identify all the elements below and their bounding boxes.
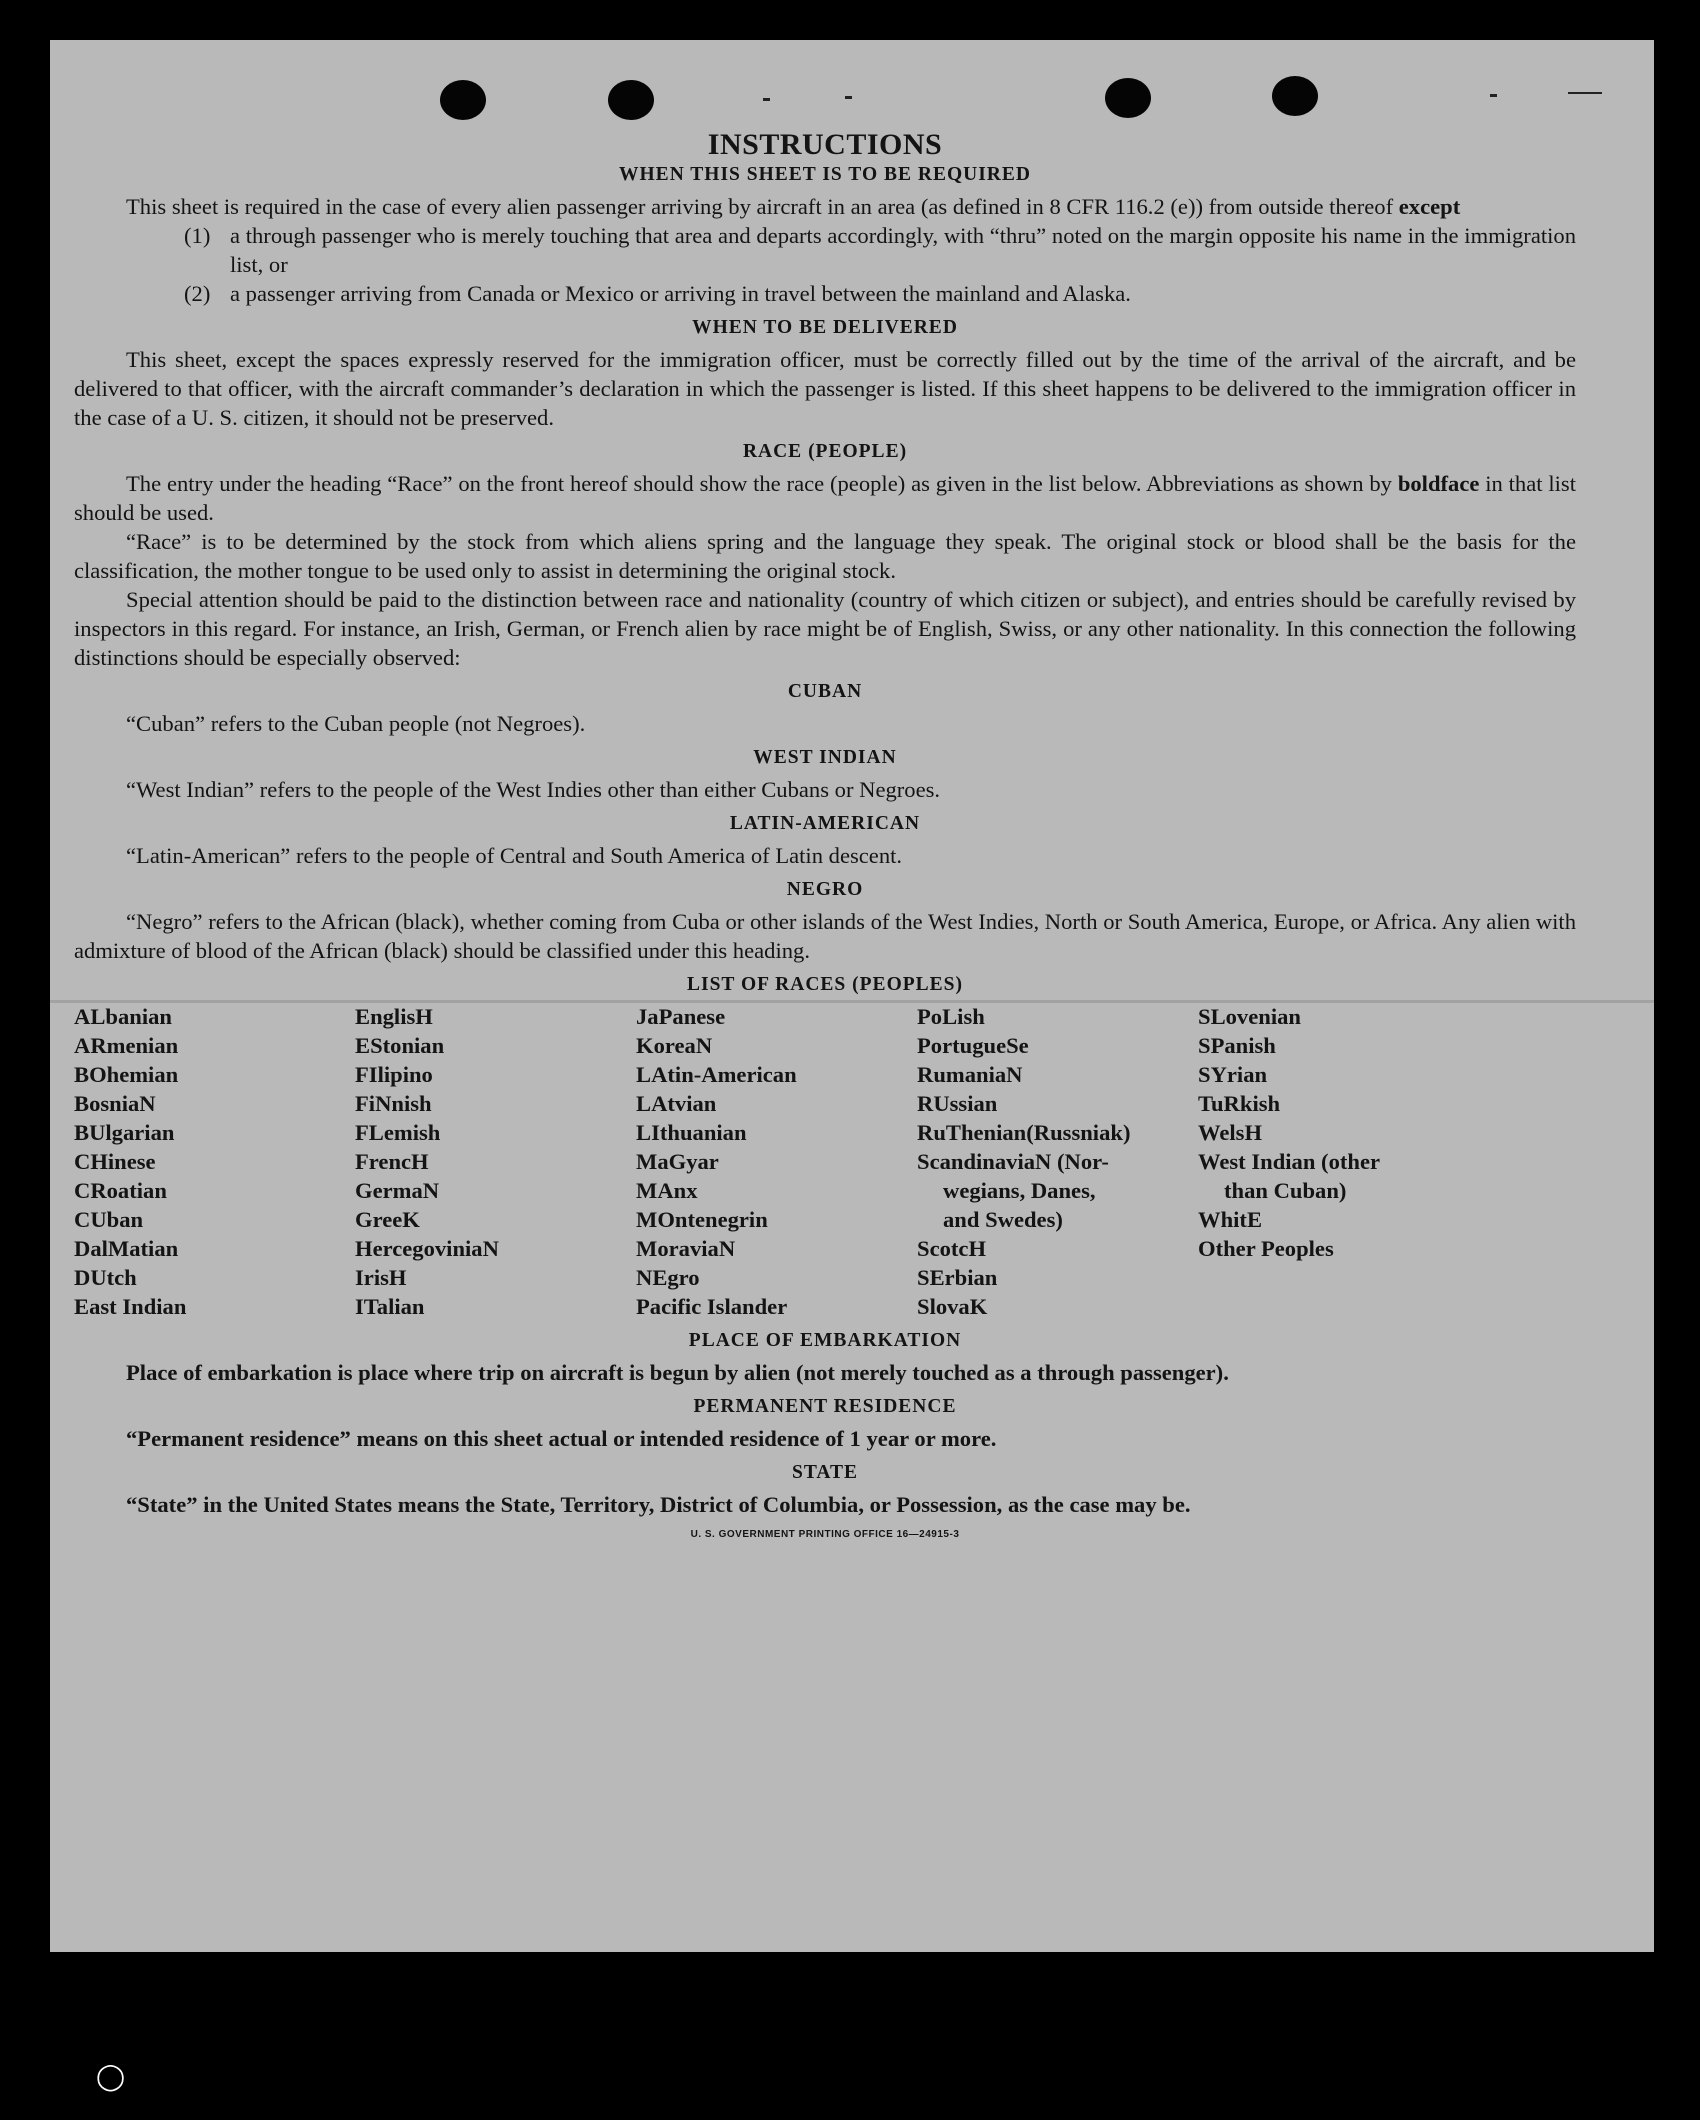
race-entry: WhitE — [1198, 1207, 1263, 1232]
race-entry: CUban — [74, 1207, 144, 1232]
race-entry: GreeK — [355, 1207, 420, 1232]
race-entry: FrencH — [355, 1149, 429, 1174]
race-entry: FIlipino — [355, 1062, 433, 1087]
race-entry: SYrian — [1198, 1062, 1268, 1087]
races-column — [1198, 1002, 1498, 1321]
race-entry: PoLish — [917, 1004, 985, 1029]
race-entry: Pacific Islander — [636, 1294, 788, 1319]
heading-embarkation: PLACE OF EMBARKATION — [688, 1330, 962, 1351]
race-entry: MaGyar — [636, 1149, 719, 1174]
embarkation-text: Place of embarkation is place where trip on aircraft is begun by alien (not merely touched as a through passenger). — [126, 1360, 1229, 1385]
race-entry: Other Peoples — [1198, 1236, 1334, 1261]
race-entry: BUlgarian — [74, 1120, 175, 1145]
punch-mark — [845, 96, 852, 99]
heading-delivered: WHEN TO BE DELIVERED — [692, 317, 958, 338]
race-entry: DalMatian — [74, 1236, 179, 1261]
race-entry: East Indian — [74, 1294, 187, 1319]
list-item: (1) a through passenger who is merely touching that area and departs accordingly, with “thru” noted on the margin opposite his name in the immigration list, or — [184, 223, 1576, 277]
race-entry: SLovenian — [1198, 1004, 1301, 1029]
race-entry: EnglisH — [355, 1004, 433, 1029]
race-entry: BosniaN — [74, 1091, 156, 1116]
instruction-sheet — [50, 40, 1654, 1952]
delivered-text: This sheet, except the spaces expressly reserved for the immigration officer, must be correctly filled out by the time of the arrival of the aircraft, and be delivered to that officer, with the aircraft commander’s declaration in which the passenger is listed. If this sheet happens to be delivered to the immigration officer in the case of a U. S. citizen, it should not be preserved. — [74, 347, 1576, 430]
west-indian-text: “West Indian” refers to the people of the West Indies other than either Cubans or Negroes. — [126, 777, 941, 802]
required-intro: This sheet is required in the case of every alien passenger arriving by aircraft in an area (as defined in 8 CFR 116.2 (e)) from outside thereof except — [126, 194, 1461, 219]
punch-hole — [1105, 78, 1151, 118]
race-entry: CRoatian — [74, 1178, 167, 1203]
race-entry: West Indian (other — [1198, 1149, 1381, 1174]
race-entry: KoreaN — [636, 1033, 713, 1058]
heading-residence: PERMANENT RESIDENCE — [693, 1396, 957, 1417]
race-entry: DUtch — [74, 1265, 137, 1290]
heading-negro: NEGRO — [786, 879, 864, 900]
punch-hole — [1272, 76, 1318, 116]
race-entry: LAtin-American — [636, 1062, 797, 1087]
race-entry: SlovaK — [917, 1294, 988, 1319]
printer-footer: U. S. GOVERNMENT PRINTING OFFICE 16—24915-3 — [690, 1529, 960, 1540]
races-column — [74, 1002, 355, 1321]
race-entry: PortugueSe — [917, 1033, 1029, 1058]
heading-race: RACE (PEOPLE) — [742, 441, 908, 462]
race-entry: RUssian — [917, 1091, 998, 1116]
punch-mark — [763, 98, 770, 101]
race-entry: LAtvian — [636, 1091, 717, 1116]
heading-state: STATE — [791, 1462, 859, 1483]
race-paragraph-1: The entry under the heading “Race” on the front hereof should show the race (people) as given in the list below. Abbreviations as shown by boldface in that list should be used. — [74, 471, 1576, 525]
cuban-text: “Cuban” refers to the Cuban people (not Negroes). — [126, 711, 586, 736]
races-table — [74, 1002, 1576, 1321]
race-entry: ARmenian — [74, 1033, 179, 1058]
punch-hole — [440, 80, 486, 120]
race-paragraph-2: “Race” is to be determined by the stock from which aliens spring and the language they speak. The original stock or blood shall be the basis for the classification, the mother tongue to be used only to assist in determining the original stock. — [74, 529, 1576, 583]
race-entry: JaPanese — [636, 1004, 726, 1029]
camera-icon: ◯ — [96, 2062, 126, 2091]
race-entry: LIthuanian — [636, 1120, 747, 1145]
race-entry: and Swedes) — [943, 1207, 1063, 1232]
race-entry: than Cuban) — [1224, 1178, 1347, 1203]
residence-text: “Permanent residence” means on this sheet actual or intended residence of 1 year or more. — [126, 1426, 997, 1451]
race-entry: EStonian — [355, 1033, 445, 1058]
race-entry: ALbanian — [74, 1004, 172, 1029]
negro-text: “Negro” refers to the African (black), whether coming from Cuba or other islands of the West Indies, North or South America, Europe, or Africa. Any alien with admixture of blood of the African (black) should be classified under this heading. — [74, 909, 1576, 963]
race-entry: BOhemian — [74, 1062, 179, 1087]
race-entry: ITalian — [355, 1294, 425, 1319]
heading-list-of-races: LIST OF RACES (PEOPLES) — [686, 974, 963, 995]
race-entry: RumaniaN — [917, 1062, 1023, 1087]
race-entry: GermaN — [355, 1178, 440, 1203]
race-entry: TuRkish — [1198, 1091, 1281, 1116]
fold-line — [50, 1000, 1654, 1003]
heading-latin-american: LATIN-AMERICAN — [729, 813, 921, 834]
race-paragraph-3: Special attention should be paid to the distinction between race and nationality (country of which citizen or subject), and entries should be carefully revised by inspectors in this regard. For instance, an Irish, German, or French alien by race might be of English, Swiss, or any other nationality. In this connection the following distinctions should be especially observed: — [74, 587, 1576, 670]
race-entry: FiNnish — [355, 1091, 432, 1116]
race-entry: NEgro — [636, 1265, 700, 1290]
list-item: (2) a passenger arriving from Canada or Mexico or arriving in travel between the mainland and Alaska. — [184, 281, 1131, 306]
race-entry: wegians, Danes, — [943, 1178, 1096, 1203]
race-entry: HercegoviniaN — [355, 1236, 499, 1261]
race-entry: ScandinaviaN (Nor- — [917, 1149, 1109, 1174]
race-entry: FLemish — [355, 1120, 441, 1145]
race-entry: MoraviaN — [636, 1236, 736, 1261]
race-entry: RuThenian(Russniak) — [917, 1120, 1131, 1145]
race-entry: MAnx — [636, 1178, 698, 1203]
race-entry: SPanish — [1198, 1033, 1276, 1058]
punch-mark — [1568, 92, 1602, 94]
race-entry: IrisH — [355, 1265, 407, 1290]
races-column — [636, 1002, 917, 1321]
punch-mark — [1490, 94, 1497, 97]
page-title: INSTRUCTIONS — [707, 128, 943, 161]
heading-cuban: CUBAN — [787, 681, 863, 702]
heading-required: WHEN THIS SHEET IS TO BE REQUIRED — [619, 164, 1031, 185]
heading-west-indian: WEST INDIAN — [753, 747, 897, 768]
latin-american-text: “Latin-American” refers to the people of Central and South America of Latin descent. — [126, 843, 903, 868]
race-entry: WelsH — [1198, 1120, 1263, 1145]
race-entry: MOntenegrin — [636, 1207, 768, 1232]
race-entry: ScotcH — [917, 1236, 987, 1261]
state-text: “State” in the United States means the State, Territory, District of Columbia, or Possession, as the case may be. — [126, 1492, 1191, 1517]
races-column — [355, 1002, 636, 1321]
races-column — [917, 1002, 1198, 1321]
race-entry: SErbian — [917, 1265, 998, 1290]
punch-hole — [608, 80, 654, 120]
race-entry: CHinese — [74, 1149, 156, 1174]
